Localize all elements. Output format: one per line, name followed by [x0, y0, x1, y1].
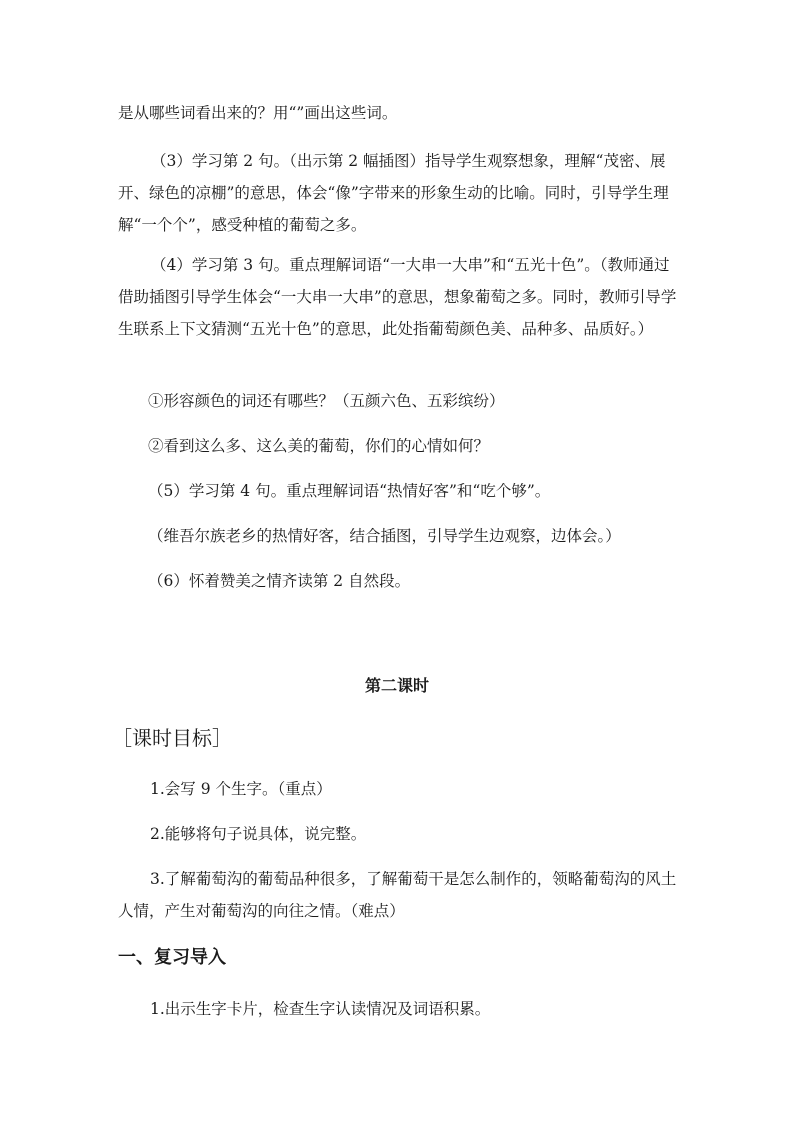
question-1: ①形容颜色的词还有哪些？（五颜六色、五彩缤纷）: [148, 392, 505, 410]
text-line-intro: 是从哪些词看出来的？用“”画出这些词。: [118, 104, 398, 122]
objectives-heading: ［课时目标］: [112, 726, 232, 750]
paragraph-step-6: （6）怀着赞美之情齐读第 2 自然段。: [148, 572, 411, 590]
paragraph-step-3: （3）学习第 2 句。（出示第 2 幅插图）指导学生观察想象，理解“茂密、展开、绿色的凉棚”的意思，体会“像”字带来的形象生动的比喻。同时，引导学生理解“一个个”，感受种植的葡萄之多。: [118, 152, 669, 234]
objective-item-1: 1.会写 9 个生字。（重点）: [150, 780, 332, 798]
paragraph-step-5: （5）学习第 4 句。重点理解词语“热情好客”和“吃个够”。: [148, 482, 551, 500]
paragraph-step-4: （4）学习第 3 句。重点理解词语“一大串一大串”和“五光十色”。（教师通过借助插图引导学生体会“一大串一大串”的意思，想象葡萄之多。同时，教师引导学生联系上下文猜测“五光十色”的意思，此处指葡萄颜色美、品种多、品质好。）: [118, 256, 677, 338]
section-heading-review: 一、复习导入: [118, 947, 226, 968]
objective-item-3: 3.了解葡萄沟的葡萄品种很多，了解葡萄干是怎么制作的，领略葡萄沟的风土人情，产生对葡萄沟的向往之情。（难点）: [118, 870, 677, 920]
question-2: ②看到这么多、这么美的葡萄，你们的心情如何？: [148, 437, 490, 455]
lesson-title: 第二课时: [364, 676, 429, 695]
paragraph-step-5-note: （维吾尔族老乡的热情好客，结合插图，引导学生边观察，边体会。）: [148, 527, 621, 545]
objective-item-2: 2.能够将句子说具体，说完整。: [150, 825, 367, 843]
section-review-item-1: 1.出示生字卡片，检查生字认读情况及词语积累。: [150, 1000, 491, 1018]
